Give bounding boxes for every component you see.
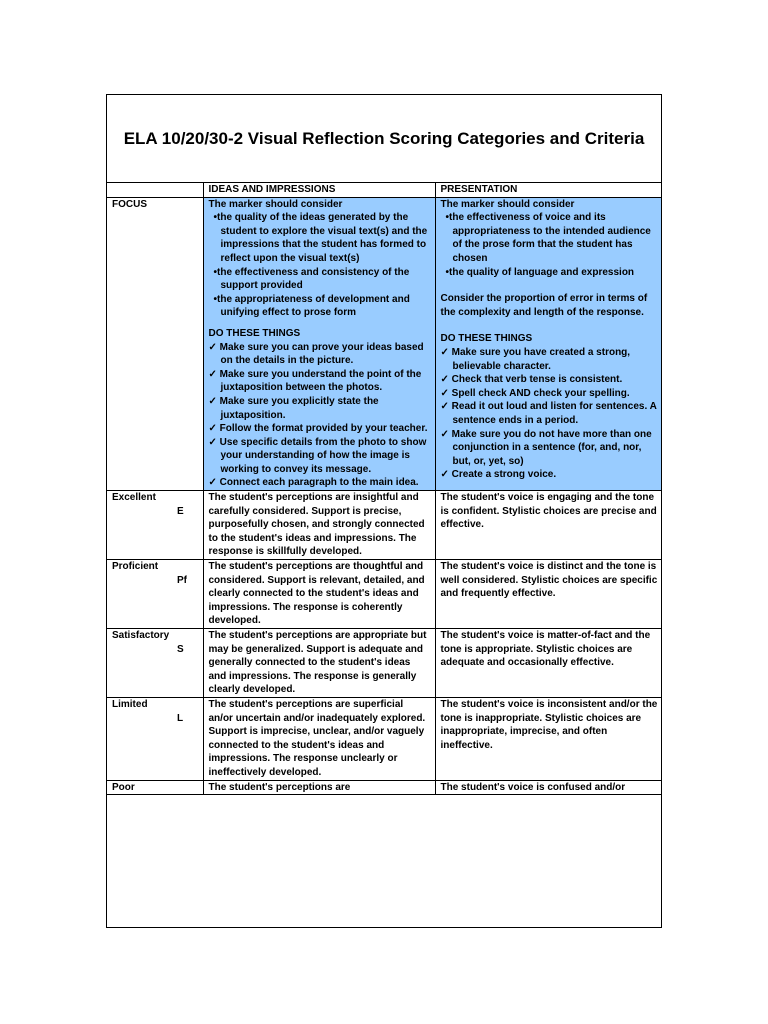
score-abbreviation: Pf: [177, 575, 187, 587]
checklist-item: ✓ Create a strong voice.: [440, 469, 557, 481]
presentation-criteria-cell: The student's voice is inconsistent and/or the tone is inappropriate. Stylistic choices are inappropriate, imprecise, and often ineffective.: [435, 697, 662, 780]
header-ideas: IDEAS AND IMPRESSIONS: [203, 183, 435, 197]
focus-ideas-cell: [203, 197, 435, 490]
checklist-item: ✓ Make sure you can prove your ideas based on the details in the picture.: [208, 341, 424, 367]
score-abbreviation: S: [177, 644, 184, 655]
checklist-item: ✓ Spell check AND check your spelling.: [440, 387, 630, 399]
checklist-item: ✓ Follow the format provided by your teacher.: [208, 423, 428, 435]
checklist-item: ✓ Make sure you understand the point of the juxtaposition between the photos.: [208, 368, 422, 394]
header-blank: [107, 183, 203, 197]
focus-presentation-cell: [435, 197, 662, 490]
score-label-text: Excellent: [112, 492, 156, 504]
focus-row: [107, 197, 662, 490]
focus-label: FOCUS: [107, 197, 203, 490]
score-label-poor: [107, 780, 203, 795]
focus-ideas-bullets: [209, 211, 430, 320]
focus-presentation-intro: The marker should consider: [440, 198, 575, 210]
ideas-criteria-cell: The student's perceptions are superficial an/or uncertain and/or inadequately explored. Support is imprecise, unclear, and/or vaguely connected to the student's ideas and impressions. The response unclearly or ineffectively developed.: [203, 697, 435, 780]
ideas-criteria-cell: The student's perceptions are thoughtful and considered. Support is relevant, detailed, and clearly connected to the student's ideas and impressions. The response is coherently developed.: [203, 560, 435, 629]
rubric-page: [106, 94, 662, 928]
checklist-item: ✓ Read it out loud and listen for sentences. A sentence ends in a period.: [440, 401, 657, 426]
limited-row: [107, 697, 662, 780]
checklist-item: ✓ Check that verb tense is consistent.: [440, 374, 623, 386]
focus-presentation-bullets: [441, 211, 659, 279]
score-abbreviation: E: [177, 506, 184, 518]
focus-presentation-do-heading: DO THESE THINGS: [440, 333, 533, 345]
focus-presentation-note: Consider the proportion of error in terms of the complexity and length of the response.: [440, 293, 648, 318]
score-label-text: Satisfactory: [112, 630, 170, 641]
presentation-criteria-cell: The student's voice is engaging and the tone is confident. Stylistic choices are precise and effective.: [435, 491, 662, 560]
checklist-item: ✓ Connect each paragraph to the main idea.: [208, 477, 419, 489]
list-item: •the quality of language and expression: [445, 266, 635, 278]
rubric-table: [107, 183, 662, 795]
score-abbreviation: L: [177, 712, 184, 724]
checklist-item: ✓ Use specific details from the photo to show your understanding of how the image is working to convey its message.: [208, 436, 427, 475]
document-title: ELA 10/20/30-2 Visual Reflection Scoring Categories and Criteria: [107, 95, 661, 183]
score-label-text: Limited: [112, 698, 148, 710]
score-label-limited: [107, 697, 203, 780]
header-row: [107, 183, 662, 197]
focus-ideas-do-heading: DO THESE THINGS: [208, 327, 301, 339]
presentation-criteria-cell: The student's voice is matter-of-fact and the tone is appropriate. Stylistic choices are adequate and occasionally effective.: [435, 629, 662, 698]
score-label-proficient: [107, 560, 203, 629]
checklist-item: ✓ Make sure you explicitly state the juxtaposition.: [208, 395, 379, 421]
ideas-criteria-cell: The student's perceptions are insightful and carefully considered. Support is precise, purposefully chosen, and strongly connected to the student's ideas and impressions. The response is skillfully developed.: [203, 491, 435, 560]
list-item: •the appropriateness of development and unifying effect to prose form: [213, 293, 410, 319]
checklist-item: ✓ Make sure you have created a strong, believable character.: [440, 346, 631, 372]
score-label-text: Proficient: [112, 561, 159, 573]
ideas-criteria-cell: The student's perceptions are: [203, 780, 435, 795]
focus-ideas-intro: The marker should consider: [208, 198, 343, 210]
score-label-satisfactory: [107, 629, 203, 698]
presentation-criteria-cell: The student's voice is confused and/or: [435, 780, 662, 795]
score-label-excellent: [107, 491, 203, 560]
header-presentation: PRESENTATION: [435, 183, 662, 197]
list-item: •the effectiveness and consistency of the support provided: [213, 266, 410, 292]
list-item: •the quality of the ideas generated by the student to explore the visual text(s) and the impressions that the student has formed to reflect upon the visual text(s): [213, 212, 428, 264]
focus-presentation-checklist: [441, 346, 659, 482]
excellent-row: [107, 491, 662, 560]
focus-ideas-checklist: [209, 341, 430, 491]
list-item: •the effectiveness of voice and its appropriateness to the intended audience of the prose form that the student has chosen: [445, 212, 651, 264]
proficient-row: [107, 560, 662, 629]
score-label-text: Poor: [112, 781, 135, 793]
ideas-criteria-cell: The student's perceptions are appropriate but may be generalized. Support is adequate and generally connected to the student's ideas and impressions. The response is generally clearly developed.: [203, 629, 435, 698]
satisfactory-row: [107, 629, 662, 698]
checklist-item: ✓ Make sure you do not have more than one conjunction in a sentence (for, and, nor, but, or, yet, so): [440, 428, 652, 467]
poor-row: [107, 780, 662, 795]
presentation-criteria-cell: The student's voice is distinct and the tone is well considered. Stylistic choices are specific and frequently effective.: [435, 560, 662, 629]
